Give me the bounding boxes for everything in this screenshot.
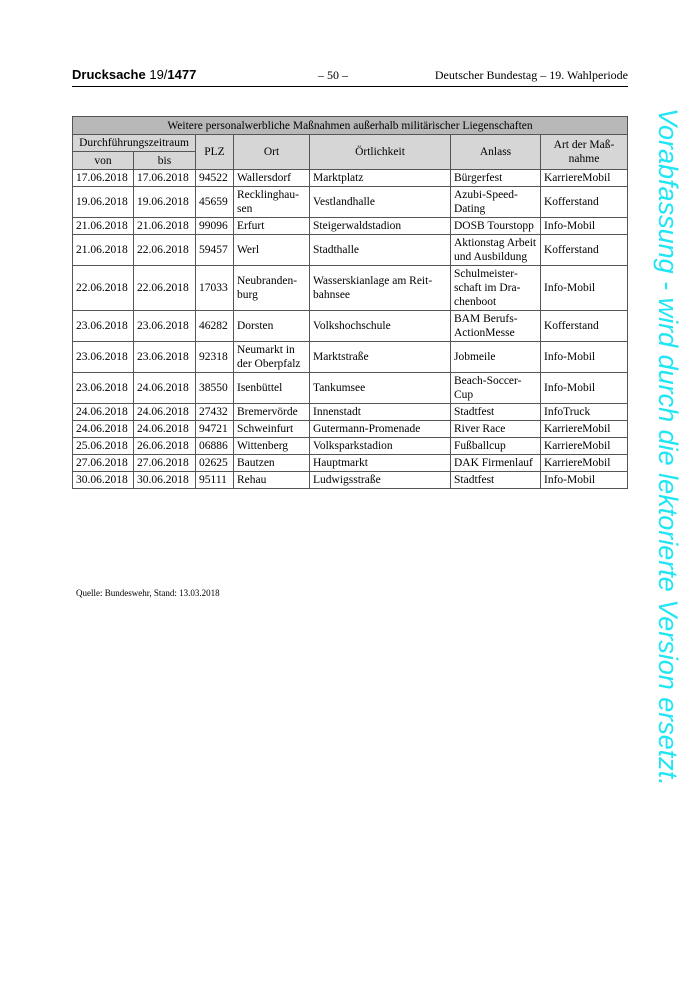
cell-bis: 23.06.2018 xyxy=(134,342,196,373)
cell-anlass: Jobmeile xyxy=(451,342,541,373)
cell-art: InfoTruck xyxy=(541,404,628,421)
cell-plz: 06886 xyxy=(196,438,234,455)
table-row xyxy=(73,342,628,373)
cell-anlass: Azubi-Speed-Dating xyxy=(451,187,541,218)
cell-ort: Bremervörde xyxy=(234,404,310,421)
cell-von: 23.06.2018 xyxy=(73,311,134,342)
cell-bis: 30.06.2018 xyxy=(134,472,196,489)
cell-art: Kofferstand xyxy=(541,187,628,218)
cell-bis: 24.06.2018 xyxy=(134,421,196,438)
cell-ort: Bautzen xyxy=(234,455,310,472)
cell-von: 30.06.2018 xyxy=(73,472,134,489)
col-header-ort: Ort xyxy=(234,135,310,170)
cell-art: Kofferstand xyxy=(541,311,628,342)
cell-plz: 95111 xyxy=(196,472,234,489)
cell-ort: Neubrandenburg xyxy=(234,266,310,311)
cell-plz: 02625 xyxy=(196,455,234,472)
cell-anlass: Bürgerfest xyxy=(451,170,541,187)
measures-table xyxy=(72,116,628,489)
cell-oertlichkeit: Marktstraße xyxy=(310,342,451,373)
cell-ort: Erfurt xyxy=(234,218,310,235)
cell-bis: 23.06.2018 xyxy=(134,311,196,342)
cell-anlass: Aktionstag Arbeit und Ausbildung xyxy=(451,235,541,266)
col-header-von: von xyxy=(73,152,134,170)
cell-oertlichkeit: Gutermann-Promenade xyxy=(310,421,451,438)
cell-oertlichkeit: Innenstadt xyxy=(310,404,451,421)
table-row xyxy=(73,472,628,489)
cell-bis: 26.06.2018 xyxy=(134,438,196,455)
col-header-plz: PLZ xyxy=(196,135,234,170)
cell-art: KarriereMobil xyxy=(541,421,628,438)
cell-ort: Isenbüttel xyxy=(234,373,310,404)
cell-art: KarriereMobil xyxy=(541,170,628,187)
cell-ort: Rehau xyxy=(234,472,310,489)
cell-bis: 27.06.2018 xyxy=(134,455,196,472)
table-row xyxy=(73,373,628,404)
cell-plz: 92318 xyxy=(196,342,234,373)
cell-oertlichkeit: Volkshochschule xyxy=(310,311,451,342)
doc-number: 1477 xyxy=(167,67,197,82)
cell-ort: Werl xyxy=(234,235,310,266)
cell-von: 24.06.2018 xyxy=(73,404,134,421)
cell-plz: 46282 xyxy=(196,311,234,342)
cell-plz: 38550 xyxy=(196,373,234,404)
cell-oertlichkeit: Steigerwaldstadion xyxy=(310,218,451,235)
cell-anlass: Schulmeisterschaft im Drachenboot xyxy=(451,266,541,311)
cell-anlass: Fußballcup xyxy=(451,438,541,455)
cell-anlass: DAK Firmenlauf xyxy=(451,455,541,472)
cell-ort: Schweinfurt xyxy=(234,421,310,438)
cell-plz: 45659 xyxy=(196,187,234,218)
cell-bis: 24.06.2018 xyxy=(134,404,196,421)
source-note: Quelle: Bundeswehr, Stand: 13.03.2018 xyxy=(76,588,220,598)
cell-oertlichkeit: Hauptmarkt xyxy=(310,455,451,472)
cell-anlass: BAM Berufs-ActionMesse xyxy=(451,311,541,342)
col-header-anlass: Anlass xyxy=(451,135,541,170)
cell-von: 25.06.2018 xyxy=(73,438,134,455)
cell-anlass: Stadtfest xyxy=(451,472,541,489)
table-row xyxy=(73,266,628,311)
cell-oertlichkeit: Vestlandhalle xyxy=(310,187,451,218)
cell-bis: 21.06.2018 xyxy=(134,218,196,235)
cell-oertlichkeit: Wasserskianlage am Reitbahnsee xyxy=(310,266,451,311)
table-row xyxy=(73,170,628,187)
col-header-zeitraum: Durchführungszeitraum xyxy=(73,135,196,152)
cell-bis: 24.06.2018 xyxy=(134,373,196,404)
cell-art: Info-Mobil xyxy=(541,373,628,404)
table-row xyxy=(73,455,628,472)
cell-art: Kofferstand xyxy=(541,235,628,266)
cell-art: Info-Mobil xyxy=(541,472,628,489)
cell-oertlichkeit: Stadthalle xyxy=(310,235,451,266)
cell-oertlichkeit: Tankumsee xyxy=(310,373,451,404)
cell-von: 21.06.2018 xyxy=(73,235,134,266)
cell-von: 24.06.2018 xyxy=(73,421,134,438)
cell-oertlichkeit: Ludwigsstraße xyxy=(310,472,451,489)
cell-ort: Wittenberg xyxy=(234,438,310,455)
cell-anlass: DOSB Tourstopp xyxy=(451,218,541,235)
cell-ort: Dorsten xyxy=(234,311,310,342)
table-row xyxy=(73,438,628,455)
cell-art: Info-Mobil xyxy=(541,342,628,373)
cell-von: 27.06.2018 xyxy=(73,455,134,472)
issuer: Deutscher Bundestag – 19. Wahlperiode xyxy=(434,68,628,82)
cell-von: 23.06.2018 xyxy=(73,342,134,373)
cell-von: 23.06.2018 xyxy=(73,373,134,404)
cell-bis: 22.06.2018 xyxy=(134,266,196,311)
document-number xyxy=(72,67,196,82)
cell-bis: 17.06.2018 xyxy=(134,170,196,187)
cell-bis: 19.06.2018 xyxy=(134,187,196,218)
cell-anlass: Beach-Soccer-Cup xyxy=(451,373,541,404)
cell-oertlichkeit: Marktplatz xyxy=(310,170,451,187)
table-row xyxy=(73,311,628,342)
cell-ort: Recklinghausen xyxy=(234,187,310,218)
cell-art: Info-Mobil xyxy=(541,266,628,311)
cell-plz: 99096 xyxy=(196,218,234,235)
cell-art: Info-Mobil xyxy=(541,218,628,235)
cell-plz: 94522 xyxy=(196,170,234,187)
cell-von: 21.06.2018 xyxy=(73,218,134,235)
cell-plz: 17033 xyxy=(196,266,234,311)
table-row xyxy=(73,421,628,438)
cell-von: 22.06.2018 xyxy=(73,266,134,311)
page-number: – 50 – xyxy=(318,68,348,82)
table-row xyxy=(73,235,628,266)
cell-anlass: River Race xyxy=(451,421,541,438)
cell-art: KarriereMobil xyxy=(541,455,628,472)
cell-plz: 59457 xyxy=(196,235,234,266)
cell-oertlichkeit: Volksparkstadion xyxy=(310,438,451,455)
cell-ort: Wallersdorf xyxy=(234,170,310,187)
col-header-bis: bis xyxy=(134,152,196,170)
cell-plz: 27432 xyxy=(196,404,234,421)
doc-number-prefix: 19/ xyxy=(149,67,168,82)
cell-von: 19.06.2018 xyxy=(73,187,134,218)
table-row xyxy=(73,218,628,235)
cell-von: 17.06.2018 xyxy=(73,170,134,187)
page-header xyxy=(72,66,628,87)
cell-ort: Neumarkt in der Oberpfalz xyxy=(234,342,310,373)
draft-watermark: Vorabfassung - wird durch die lektorierte Version ersetzt. xyxy=(653,108,683,786)
col-header-art: Art der Maßnahme xyxy=(541,135,628,170)
cell-anlass: Stadtfest xyxy=(451,404,541,421)
table-title: Weitere personalwerbliche Maßnahmen außerhalb militärischer Liegenschaften xyxy=(73,117,628,135)
doc-label: Drucksache xyxy=(72,67,146,82)
cell-art: KarriereMobil xyxy=(541,438,628,455)
col-header-oertlichkeit: Örtlichkeit xyxy=(310,135,451,170)
cell-plz: 94721 xyxy=(196,421,234,438)
cell-bis: 22.06.2018 xyxy=(134,235,196,266)
table-row xyxy=(73,187,628,218)
table-row xyxy=(73,404,628,421)
